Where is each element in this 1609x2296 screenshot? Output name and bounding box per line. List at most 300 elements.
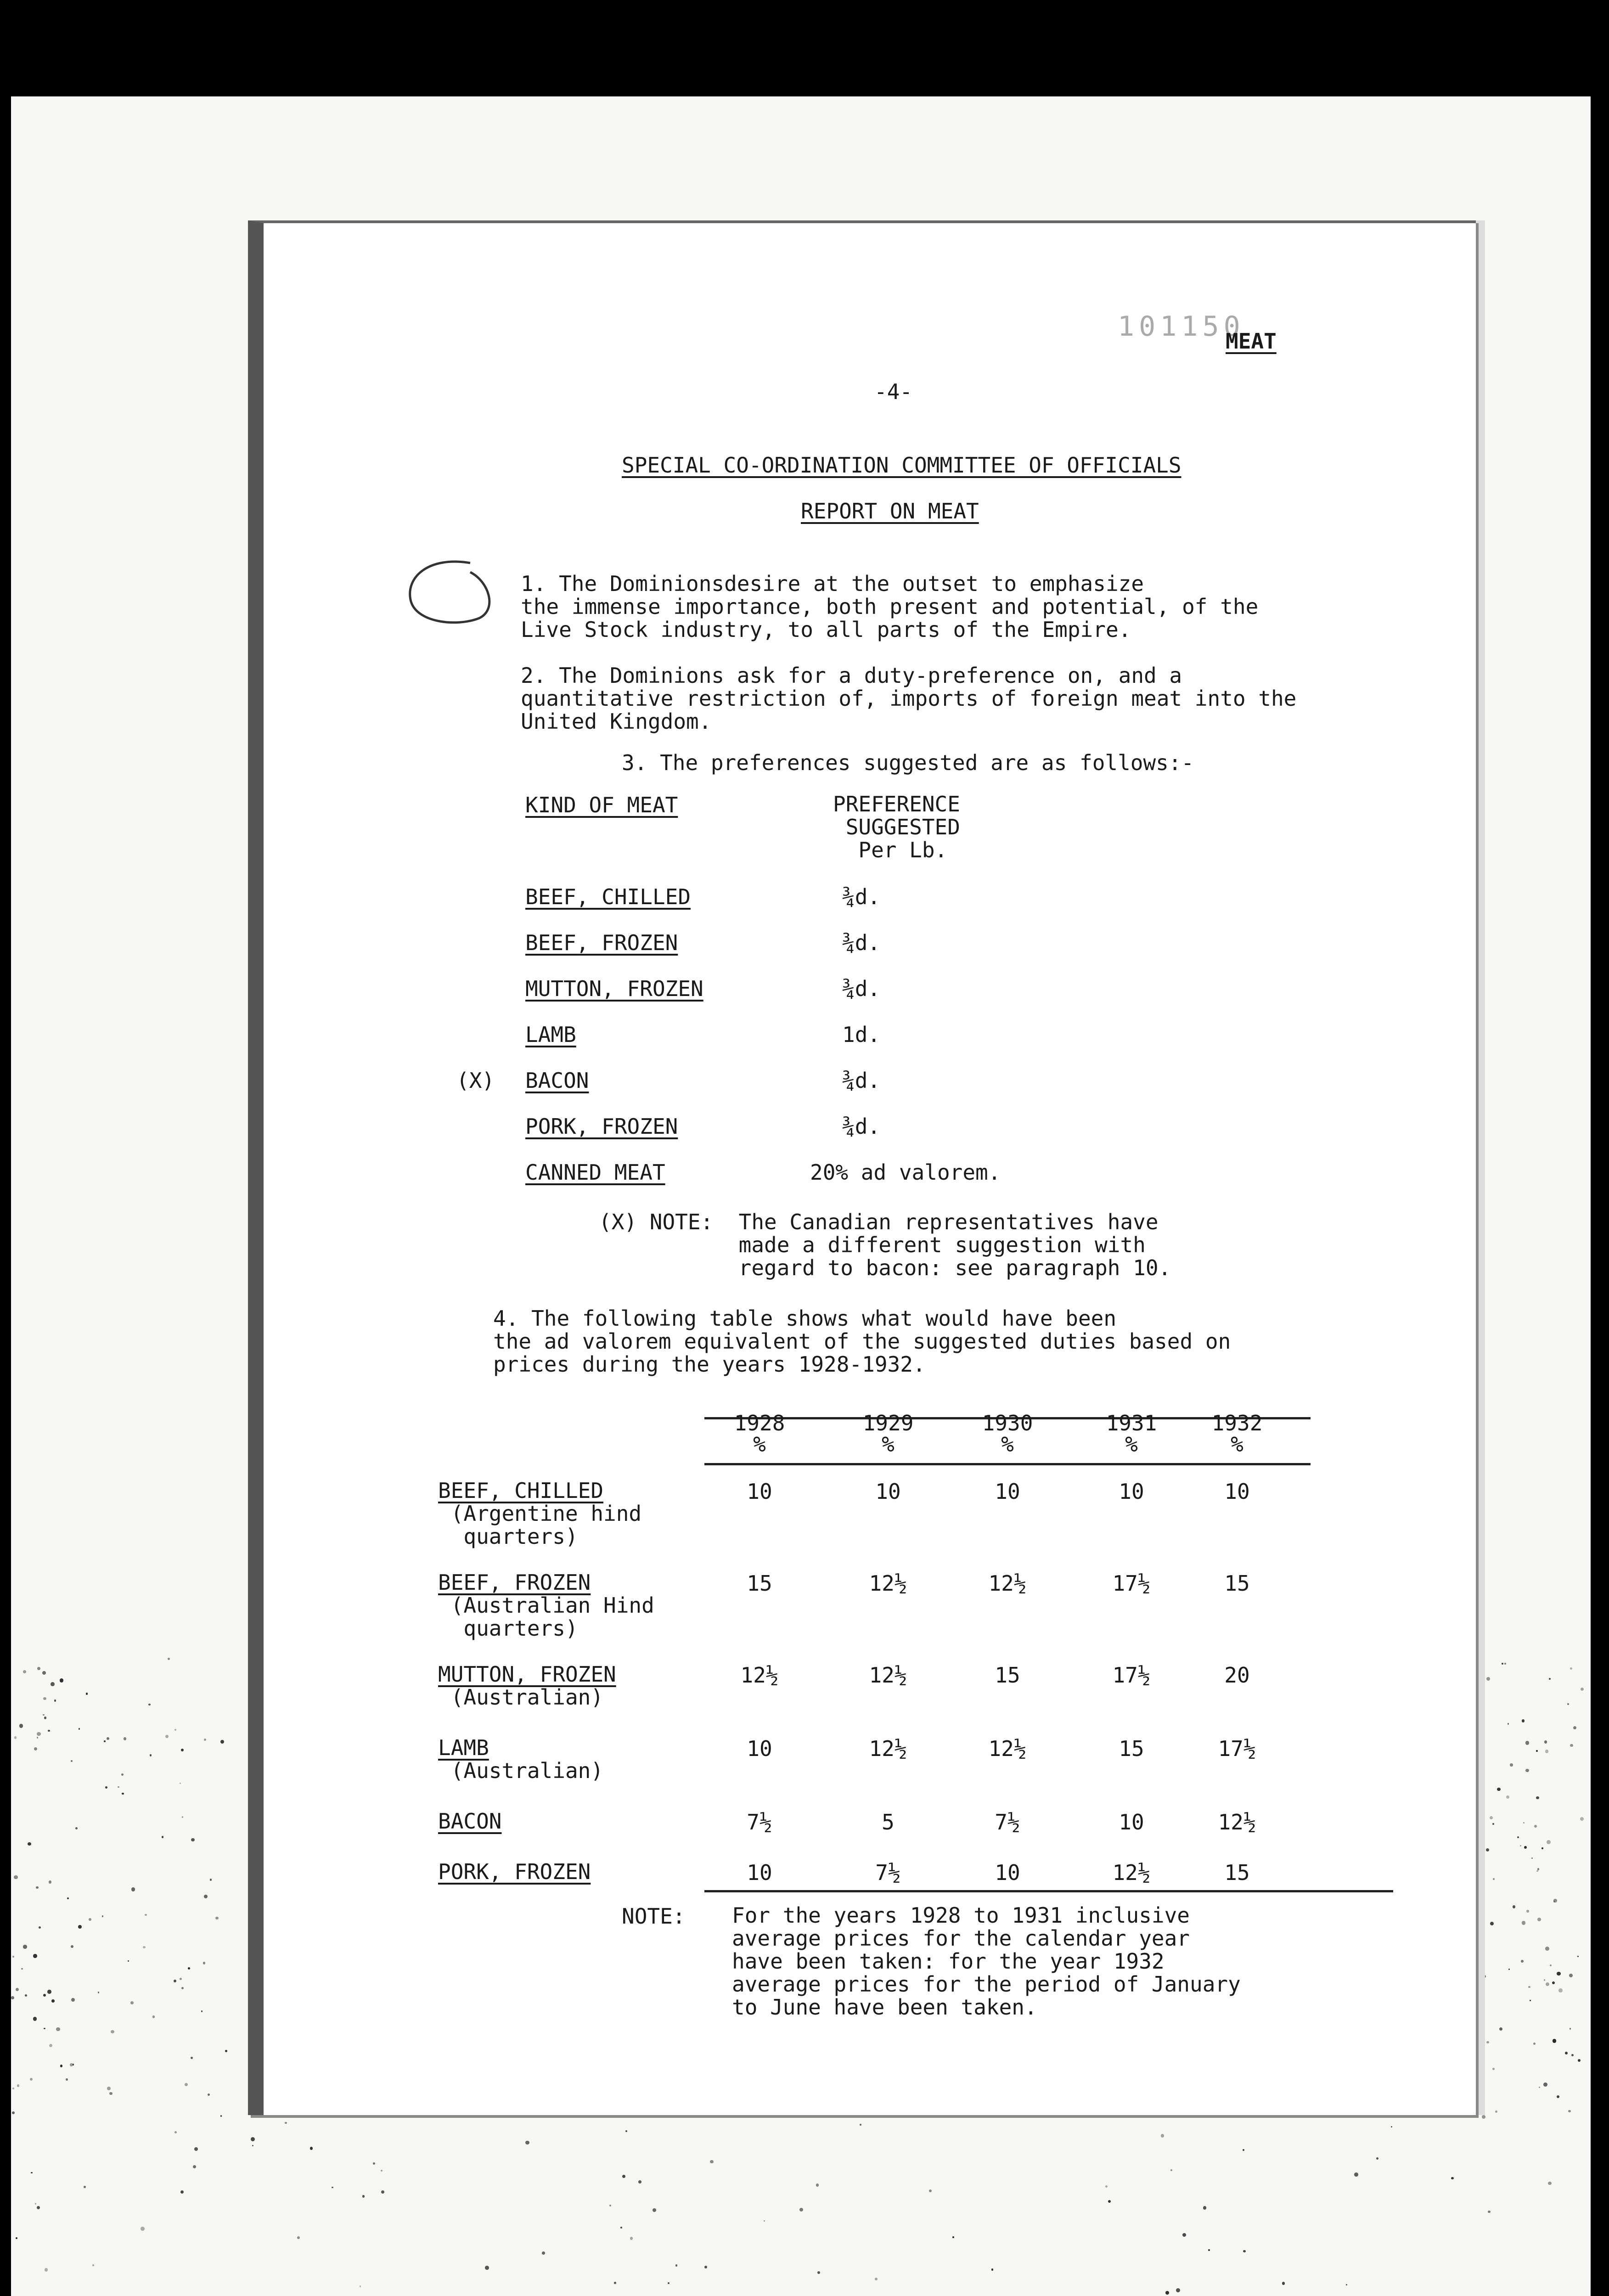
film-speck bbox=[1376, 2157, 1378, 2160]
film-speck bbox=[1558, 1988, 1563, 1992]
film-speck bbox=[1531, 1857, 1533, 1859]
film-speck bbox=[1108, 2200, 1111, 2203]
film-speck bbox=[66, 2078, 68, 2080]
film-speck bbox=[215, 1917, 218, 1919]
film-speck bbox=[1488, 2211, 1490, 2213]
film-speck bbox=[653, 2208, 656, 2212]
preference-kind: MUTTON, FROZEN bbox=[525, 976, 703, 1001]
film-speck bbox=[1578, 2059, 1581, 2062]
document-subtitle: REPORT ON MEAT bbox=[801, 499, 979, 523]
film-speck bbox=[220, 1740, 224, 1744]
film-speck bbox=[1243, 2250, 1246, 2253]
film-speck bbox=[191, 1838, 194, 1841]
film-speck bbox=[204, 1895, 208, 1898]
film-speck bbox=[43, 1994, 46, 1997]
film-speck bbox=[1105, 2185, 1108, 2188]
film-speck bbox=[1182, 2233, 1186, 2237]
film-speck bbox=[121, 1773, 124, 1776]
film-speck bbox=[71, 1945, 73, 1948]
film-speck bbox=[609, 2205, 611, 2206]
film-speck bbox=[1483, 1975, 1486, 1978]
film-speck bbox=[1565, 2052, 1568, 2054]
film-speck bbox=[14, 1736, 17, 1739]
film-speck bbox=[122, 1793, 124, 1795]
film-speck bbox=[1545, 1947, 1549, 1951]
film-speck bbox=[929, 2189, 932, 2192]
film-speck bbox=[23, 1670, 26, 1673]
film-speck bbox=[875, 2278, 878, 2280]
film-speck bbox=[201, 2010, 203, 2012]
film-speck bbox=[51, 1999, 54, 2002]
film-speck bbox=[152, 2015, 155, 2018]
film-speck bbox=[1580, 1817, 1584, 1821]
row-sublabel: (Argentine hind quarters) bbox=[450, 1501, 642, 1549]
preference-column-kind: KIND OF MEAT bbox=[525, 793, 678, 817]
film-speck bbox=[1539, 2087, 1540, 2088]
film-speck bbox=[360, 2285, 361, 2287]
film-speck bbox=[71, 1998, 75, 2002]
table-cell: 10 bbox=[1119, 1810, 1144, 1835]
film-speck bbox=[1546, 1982, 1549, 1986]
section-label: MEAT bbox=[1226, 329, 1277, 354]
film-speck bbox=[1508, 1723, 1509, 1724]
row-label: MUTTON, FROZEN bbox=[438, 1662, 616, 1687]
table-cell: 15 bbox=[747, 1571, 772, 1596]
film-speck bbox=[1571, 2054, 1574, 2056]
film-speck bbox=[86, 1693, 88, 1694]
film-speck bbox=[37, 1732, 41, 1736]
film-speck bbox=[1570, 1667, 1572, 1670]
table-cell: 12½ bbox=[1112, 1860, 1151, 1885]
film-speck bbox=[37, 2206, 40, 2209]
preference-note: (X) NOTE: The Canadian representatives have made a different suggestion with regard to bacon: see paragraph 10. bbox=[599, 1210, 1171, 1280]
film-speck bbox=[1477, 1719, 1480, 1722]
film-speck bbox=[180, 1978, 182, 1980]
preference-kind: BEEF, FROZEN bbox=[525, 930, 678, 955]
film-speck bbox=[180, 2190, 184, 2194]
film-speck bbox=[14, 1875, 18, 1880]
film-speck bbox=[42, 1671, 46, 1675]
preference-mark: (X) bbox=[456, 1068, 495, 1093]
film-speck bbox=[1544, 1740, 1547, 1743]
preference-kind: LAMB bbox=[525, 1022, 576, 1047]
film-speck bbox=[1521, 1960, 1524, 1963]
film-speck bbox=[89, 1918, 91, 1921]
preference-kind: BACON bbox=[525, 1068, 589, 1093]
film-speck bbox=[180, 1783, 181, 1784]
film-speck bbox=[124, 1737, 127, 1740]
table-cell: 10 bbox=[995, 1860, 1020, 1885]
film-speck bbox=[1508, 1969, 1510, 1970]
preference-value: ¾d. bbox=[842, 930, 881, 955]
film-speck bbox=[25, 1994, 27, 1997]
film-speck bbox=[111, 2030, 114, 2034]
archive-stamp-number: 101150 bbox=[1118, 310, 1245, 343]
film-speck bbox=[102, 1915, 103, 1917]
film-speck bbox=[625, 2130, 627, 2132]
film-speck bbox=[1451, 2177, 1453, 2179]
row-label: BEEF, FROZEN bbox=[438, 1570, 591, 1595]
preference-kind: CANNED MEAT bbox=[525, 1160, 665, 1185]
film-speck bbox=[1526, 1910, 1529, 1912]
table-cell: 15 bbox=[995, 1663, 1020, 1688]
film-speck bbox=[1568, 2110, 1571, 2113]
table-cell: 17½ bbox=[1218, 1736, 1256, 1761]
film-speck bbox=[1391, 2126, 1392, 2127]
film-speck bbox=[1581, 1688, 1584, 1691]
film-speck bbox=[60, 1678, 63, 1682]
film-speck bbox=[168, 1658, 170, 1660]
film-speck bbox=[1547, 1840, 1551, 1844]
table-cell: 15 bbox=[1119, 1736, 1144, 1761]
film-speck bbox=[1486, 1848, 1490, 1852]
film-speck bbox=[34, 1747, 37, 1750]
document-sheet bbox=[248, 220, 1476, 2115]
film-speck bbox=[39, 1926, 41, 1929]
table-cell: 15 bbox=[1224, 1571, 1250, 1596]
film-speck bbox=[43, 1714, 45, 1716]
film-speck bbox=[70, 2063, 73, 2066]
table-cell: 10 bbox=[747, 1736, 772, 1761]
film-speck bbox=[28, 1842, 31, 1846]
film-speck bbox=[21, 1968, 23, 1970]
film-speck bbox=[1522, 1719, 1525, 1722]
film-speck bbox=[1486, 1677, 1490, 1681]
film-speck bbox=[1548, 2182, 1552, 2185]
film-speck bbox=[174, 2131, 177, 2133]
paragraph-1: 1. The Dominionsdesire at the outset to emphasize the immense importance, both present and potential, of the Live Stock industry, to all parts of the Empire. bbox=[521, 571, 1259, 642]
film-speck bbox=[165, 1735, 169, 1738]
table-note-label: NOTE: bbox=[622, 1904, 686, 1929]
film-speck bbox=[297, 2236, 300, 2239]
film-speck bbox=[131, 1887, 135, 1891]
preference-kind: BEEF, CHILLED bbox=[525, 884, 691, 909]
film-speck bbox=[23, 1945, 27, 1949]
film-speck bbox=[252, 2145, 253, 2146]
film-speck bbox=[1497, 1788, 1501, 1791]
film-speck bbox=[56, 2027, 60, 2031]
film-speck bbox=[204, 1739, 206, 1741]
preference-kind: PORK, FROZEN bbox=[525, 1114, 678, 1139]
preference-row bbox=[525, 930, 1352, 958]
page-number: -4- bbox=[874, 379, 913, 404]
film-speck bbox=[525, 2141, 529, 2145]
film-speck bbox=[1492, 2068, 1495, 2070]
film-speck bbox=[817, 2271, 820, 2274]
table-cell: 12½ bbox=[740, 1663, 779, 1688]
film-speck bbox=[1354, 2172, 1358, 2177]
preference-row bbox=[525, 1022, 1352, 1050]
film-speck bbox=[45, 2268, 48, 2271]
film-speck bbox=[118, 1786, 119, 1788]
film-speck bbox=[181, 1987, 184, 1989]
film-speck bbox=[141, 2227, 145, 2231]
film-speck bbox=[704, 2266, 707, 2268]
table-cell: 10 bbox=[747, 1860, 772, 1885]
film-speck bbox=[1510, 1763, 1513, 1766]
preference-row bbox=[456, 1068, 1352, 1096]
table-cell: 10 bbox=[1224, 1479, 1250, 1504]
film-speck bbox=[17, 2084, 20, 2087]
film-speck bbox=[16, 1988, 19, 1991]
preference-column-suggested: PREFERENCE SUGGESTED Per Lb. bbox=[833, 792, 960, 862]
film-speck bbox=[991, 2268, 993, 2270]
film-speck bbox=[251, 2137, 255, 2141]
film-speck bbox=[1483, 1765, 1484, 1766]
film-speck bbox=[47, 1990, 51, 1993]
film-speck bbox=[1504, 1663, 1507, 1665]
film-speck bbox=[143, 1946, 145, 1948]
table-cell: 12½ bbox=[869, 1736, 907, 1761]
film-speck bbox=[1557, 1972, 1560, 1975]
film-speck bbox=[373, 2162, 375, 2165]
film-speck bbox=[764, 2220, 765, 2222]
film-speck bbox=[1577, 1956, 1579, 1958]
row-sublabel: (Australian) bbox=[438, 1758, 604, 1783]
film-speck bbox=[31, 2172, 33, 2174]
table-cell: 7½ bbox=[995, 1810, 1020, 1835]
film-speck bbox=[310, 2147, 313, 2150]
film-speck bbox=[952, 2236, 954, 2238]
film-speck bbox=[1544, 1979, 1545, 1981]
row-sublabel: (Australian) bbox=[438, 1685, 604, 1710]
table-cell: 17½ bbox=[1112, 1663, 1151, 1688]
table-note: For the years 1928 to 1931 inclusive average prices for the calendar year have been taken: for the year 1932 average prices for the period of January to June have been taken. bbox=[732, 1903, 1241, 2020]
film-speck bbox=[203, 1962, 206, 1964]
preference-value: ¾d. bbox=[842, 1114, 881, 1139]
table-cell: 5 bbox=[882, 1810, 895, 1835]
year-header: 1931 % bbox=[1106, 1411, 1157, 1457]
film-speck bbox=[78, 1925, 82, 1929]
film-speck bbox=[51, 1682, 55, 1686]
film-speck bbox=[16, 2237, 17, 2239]
preference-value: 20% ad valorem. bbox=[810, 1160, 1001, 1185]
paragraph-3: 3. The preferences suggested are as follows:- bbox=[622, 750, 1194, 775]
film-speck bbox=[75, 1827, 78, 1829]
row-label: BEEF, CHILLED bbox=[438, 1478, 604, 1503]
film-speck bbox=[1161, 2134, 1165, 2138]
year-header: 1929 % bbox=[862, 1411, 914, 1457]
paragraph-2: 2. The Dominions ask for a duty-preference on, and a quantitative restriction of, imports of foreign meat into the United Kingdom. bbox=[521, 663, 1297, 734]
film-speck bbox=[162, 1836, 163, 1838]
film-speck bbox=[1495, 2110, 1497, 2113]
film-speck bbox=[1481, 1896, 1484, 1898]
table-cell: 12½ bbox=[869, 1663, 907, 1688]
film-speck bbox=[332, 2187, 333, 2189]
film-speck bbox=[225, 2050, 227, 2052]
film-speck bbox=[1517, 1836, 1519, 1839]
film-speck bbox=[1486, 2041, 1489, 2043]
duties-table bbox=[438, 1411, 1425, 1922]
preference-row bbox=[525, 1114, 1352, 1142]
preference-row bbox=[525, 1160, 1352, 1187]
film-speck bbox=[130, 2001, 134, 2004]
film-speck bbox=[1553, 2039, 1557, 2043]
film-speck bbox=[1536, 1796, 1539, 1799]
table-header-rule bbox=[704, 1463, 1311, 1465]
film-speck bbox=[542, 2251, 545, 2254]
film-speck bbox=[12, 2111, 15, 2114]
film-speck bbox=[1525, 1741, 1530, 1745]
film-speck bbox=[181, 1749, 184, 1751]
film-speck bbox=[1570, 2028, 1571, 2030]
preference-row bbox=[525, 976, 1352, 1004]
preference-value: ¾d. bbox=[842, 1068, 881, 1093]
film-speck bbox=[1208, 2249, 1210, 2251]
document-title: SPECIAL CO-ORDINATION COMMITTEE OF OFFICIALS bbox=[622, 453, 1181, 478]
film-speck bbox=[84, 2186, 86, 2188]
film-speck bbox=[1506, 1795, 1509, 1799]
film-speck bbox=[668, 2282, 669, 2284]
film-speck bbox=[1490, 1922, 1494, 1925]
film-speck bbox=[1569, 1974, 1573, 1977]
film-speck bbox=[1523, 1822, 1525, 1823]
film-speck bbox=[37, 1737, 38, 1738]
film-speck bbox=[860, 2124, 861, 2126]
paragraph-4: 4. The following table shows what would have been the ad valorem equivalent of the suggested duties based on prices during the years 1928-1932. bbox=[493, 1306, 1231, 1377]
film-speck bbox=[1502, 1663, 1504, 1665]
film-speck bbox=[49, 1880, 51, 1883]
table-cell: 10 bbox=[747, 1479, 772, 1504]
table-cell: 12½ bbox=[988, 1736, 1027, 1761]
film-speck bbox=[1203, 2206, 1207, 2210]
film-speck bbox=[194, 2147, 198, 2151]
table-cell: 20 bbox=[1224, 1663, 1250, 1688]
film-speck bbox=[1282, 2282, 1285, 2285]
film-speck bbox=[145, 1914, 146, 1916]
film-speck bbox=[1549, 1678, 1551, 1680]
film-speck bbox=[285, 2122, 287, 2124]
film-speck bbox=[210, 1879, 212, 1881]
film-speck bbox=[98, 1992, 100, 1993]
film-speck bbox=[710, 2160, 713, 2163]
film-speck bbox=[1165, 2291, 1169, 2295]
film-speck bbox=[174, 1729, 176, 1731]
row-sublabel: (Australian Hind quarters) bbox=[450, 1593, 654, 1641]
film-speck bbox=[1537, 1868, 1539, 1870]
film-speck bbox=[148, 1704, 150, 1705]
film-speck bbox=[109, 2092, 113, 2095]
film-speck bbox=[614, 2282, 616, 2284]
film-speck bbox=[71, 1760, 73, 1762]
row-label: PORK, FROZEN bbox=[438, 1859, 591, 1884]
table-cell: 7½ bbox=[747, 1810, 772, 1835]
film-speck bbox=[193, 2165, 196, 2168]
table-cell: 17½ bbox=[1112, 1571, 1151, 1596]
year-header: 1928 % bbox=[734, 1411, 785, 1457]
preference-value: ¾d. bbox=[842, 884, 881, 909]
film-speck bbox=[638, 2180, 641, 2183]
film-speck bbox=[799, 2208, 803, 2212]
film-speck bbox=[107, 1737, 109, 1740]
film-speck bbox=[182, 1816, 183, 1818]
film-speck bbox=[60, 2065, 62, 2067]
film-speck bbox=[104, 1740, 106, 1742]
film-speck bbox=[1553, 1901, 1555, 1902]
film-speck bbox=[1534, 1825, 1537, 1828]
film-speck bbox=[191, 2057, 193, 2060]
film-speck bbox=[1499, 2027, 1502, 2031]
film-speck bbox=[1490, 1816, 1493, 1819]
film-speck bbox=[1552, 1981, 1555, 1984]
film-speck bbox=[1480, 1985, 1483, 1988]
film-speck bbox=[362, 2195, 365, 2198]
film-speck bbox=[1573, 1726, 1576, 1729]
film-speck bbox=[1176, 2288, 1180, 2292]
film-speck bbox=[19, 1724, 23, 1728]
handwritten-circle-mark bbox=[401, 554, 502, 636]
film-speck bbox=[381, 2170, 383, 2172]
film-speck bbox=[128, 1960, 129, 1962]
film-speck bbox=[220, 2115, 222, 2116]
film-speck bbox=[1557, 2095, 1559, 2098]
preference-row bbox=[525, 884, 1352, 912]
film-speck bbox=[1528, 1986, 1530, 1988]
table-cell: 12½ bbox=[988, 1571, 1027, 1596]
film-speck bbox=[1492, 1823, 1494, 1825]
table-cell: 12½ bbox=[869, 1571, 907, 1596]
film-speck bbox=[620, 2227, 622, 2228]
film-speck bbox=[1567, 1703, 1569, 1705]
film-speck bbox=[188, 1967, 190, 1970]
film-speck bbox=[12, 1956, 14, 1958]
preference-value: ¾d. bbox=[842, 976, 881, 1001]
table-cell: 10 bbox=[875, 1479, 901, 1504]
row-label: LAMB bbox=[438, 1735, 489, 1760]
film-speck bbox=[1570, 1744, 1573, 1747]
film-speck bbox=[1541, 1847, 1543, 1849]
film-speck bbox=[1520, 1845, 1521, 1846]
film-speck bbox=[1493, 1878, 1495, 1880]
film-speck bbox=[67, 1897, 69, 1899]
film-speck bbox=[43, 1697, 46, 1700]
year-header: 1932 % bbox=[1211, 1411, 1263, 1457]
film-speck bbox=[92, 2264, 94, 2266]
film-speck bbox=[35, 2203, 37, 2205]
film-speck bbox=[208, 2093, 210, 2096]
row-label: BACON bbox=[438, 1809, 502, 1834]
film-speck bbox=[630, 2237, 633, 2240]
film-speck bbox=[1536, 1750, 1538, 1752]
film-speck bbox=[1513, 1905, 1516, 1908]
film-speck bbox=[150, 1754, 152, 1756]
film-speck bbox=[174, 1980, 176, 1982]
film-speck bbox=[37, 1667, 40, 1670]
film-speck bbox=[1537, 1918, 1541, 1921]
film-speck bbox=[11, 1996, 14, 1999]
film-speck bbox=[185, 2083, 188, 2086]
film-speck bbox=[1533, 2043, 1536, 2045]
preference-value: 1d. bbox=[842, 1022, 881, 1047]
table-bottom-rule bbox=[704, 1890, 1393, 1892]
film-speck bbox=[107, 2087, 111, 2090]
film-speck bbox=[1346, 2284, 1347, 2285]
film-speck bbox=[1536, 1870, 1538, 1872]
film-speck bbox=[485, 2266, 489, 2270]
film-speck bbox=[1170, 2169, 1172, 2171]
film-speck bbox=[1524, 1846, 1527, 1849]
film-speck bbox=[33, 2017, 37, 2020]
film-speck bbox=[816, 2183, 819, 2186]
film-speck bbox=[1545, 1750, 1548, 1753]
film-speck bbox=[381, 2190, 384, 2194]
table-cell: 10 bbox=[1119, 1479, 1144, 1504]
table-cell: 15 bbox=[1224, 1860, 1250, 1885]
film-speck bbox=[12, 2088, 14, 2089]
film-speck bbox=[1550, 1964, 1552, 1966]
table-cell: 12½ bbox=[1218, 1810, 1256, 1835]
film-speck bbox=[1530, 2000, 1531, 2001]
